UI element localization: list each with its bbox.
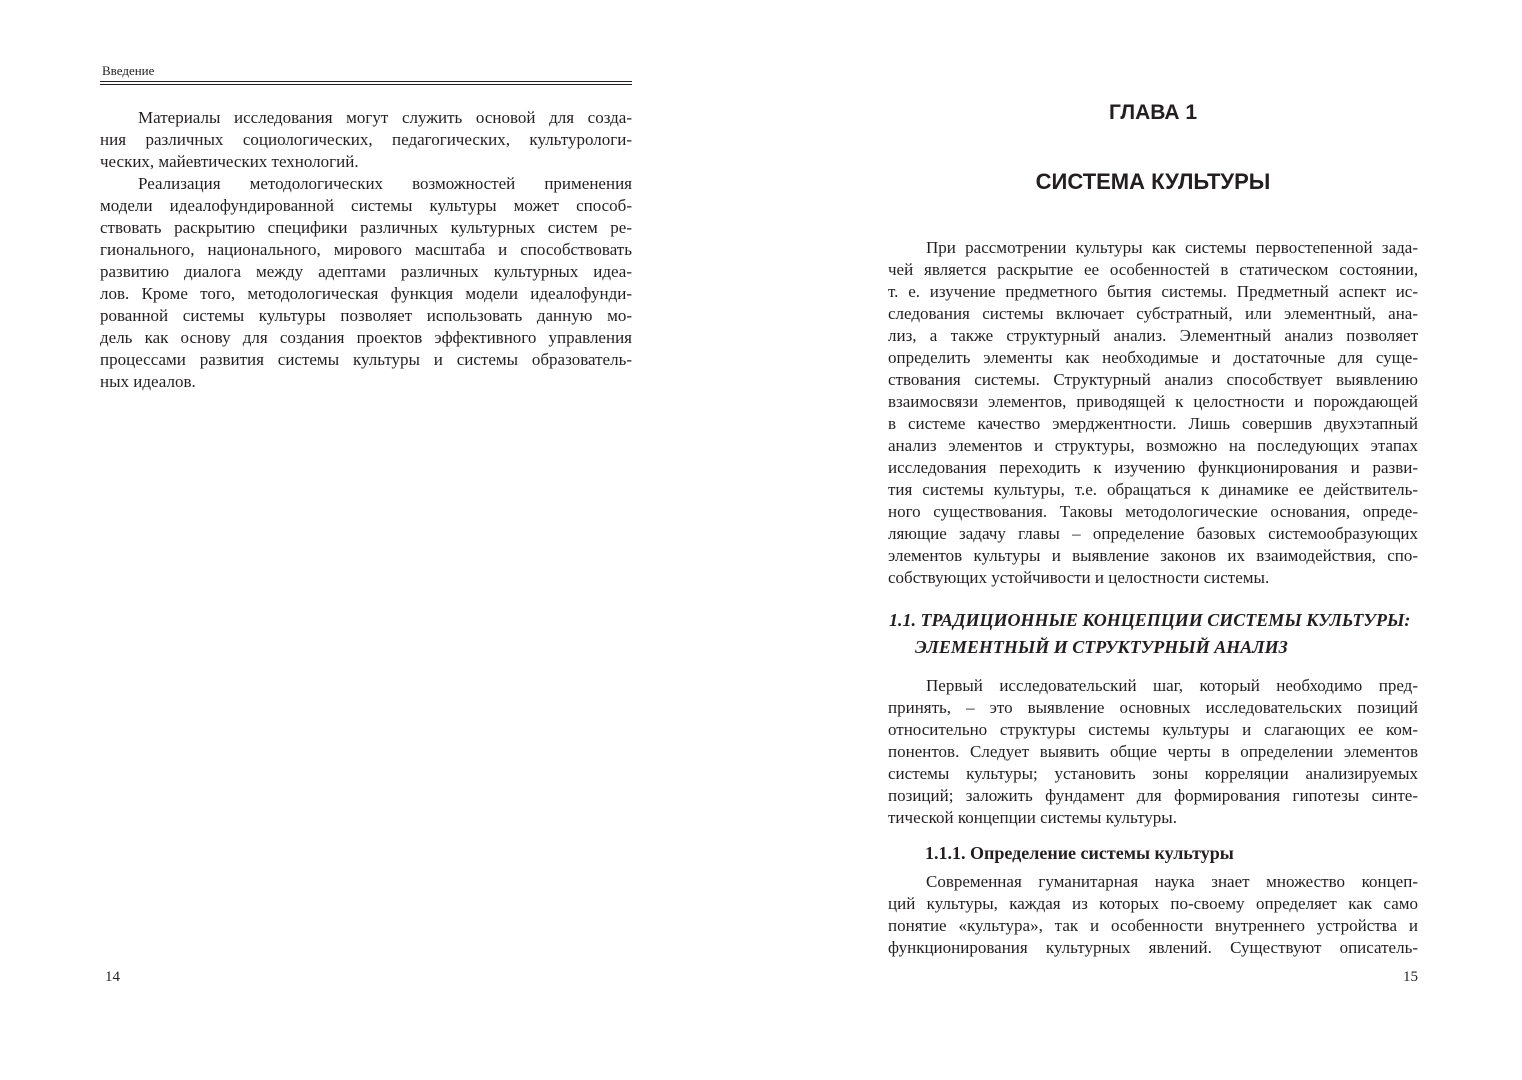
text-line: ных идеалов. [100,372,196,391]
text-line: т. е. изучение предметного бытия системы. Предметный аспект ис- [888,282,1418,301]
text-line: следования системы включает субстратный, или элементный, ана- [888,304,1418,323]
section-heading-line: ЭЛЕМЕНТНЫЙ И СТРУКТУРНЫЙ АНАЛИЗ [915,637,1288,657]
text-line: Первый исследовательский шаг, который необходимо пред- [926,676,1418,695]
text-line: ций культуры, каждая из которых по-своему определяет как само [888,894,1418,913]
paragraph [100,173,632,393]
text-line: принять, – это выявление основных исследовательских позиций [888,698,1418,717]
text-line: в системе качество эмерджентности. Лишь совершив двухэтапный [888,414,1418,433]
section-paragraph [888,675,1418,829]
page-number-left: 14 [105,969,120,985]
text-line: позиций; заложить фундамент для формирования гипотезы синте- [888,786,1418,805]
text-line: собствующих устойчивости и целостности системы. [888,568,1270,587]
text-line: лов. Кроме того, методологическая функция модели идеалофунди- [100,284,632,303]
text-line: элементов культуры и выявление законов их взаимодействия, спо- [888,546,1418,565]
chapter-label: ГЛАВА 1 [1108,101,1198,124]
text-line: тия системы культуры, т.е. обращаться к динамике ее действитель- [888,480,1418,499]
text-line: модели идеалофундированной системы культуры может способ- [100,196,632,215]
text-line: ляющие задачу главы – определение базовых системообразующих [888,524,1418,543]
intro-paragraph [888,237,1418,589]
subsection-paragraph [888,871,1418,959]
text-line: анализ элементов и структуры, возможно на последующих этапах [888,436,1418,455]
text-line: лиз, а также структурный анализ. Элементный анализ позволяет [888,326,1418,345]
text-line: тической концепции системы культуры. [888,808,1177,827]
text-line: развитию диалога между адептами различных культурных идеа- [100,262,632,281]
text-line: Реализация методологических возможностей применения [138,174,632,193]
text-line: относительно структуры системы культуры и слагающих ее ком- [888,720,1418,739]
running-header: Введение [102,63,155,78]
text-line: Материалы исследования могут служить основой для созда- [138,108,632,127]
text-line: ческих, майевтических технологий. [100,152,359,171]
text-line: При рассмотрении культуры как системы первостепенной зада- [926,238,1418,257]
chapter-title: СИСТЕМА КУЛЬТУРЫ [1035,169,1271,194]
subsection-heading: 1.1.1. Определение системы культуры [925,843,1234,863]
paragraph [100,107,632,173]
text-line: понятие «культура», так и особенности внутреннего устройства и [888,916,1418,935]
section-heading [889,607,1449,661]
text-line: процессами развития системы культуры и системы образователь- [100,350,632,369]
text-line: функционирования культурных явлений. Существуют описатель- [888,938,1418,957]
section-heading-line: 1.1. ТРАДИЦИОННЫЕ КОНЦЕПЦИИ СИСТЕМЫ КУЛЬТУРЫ: [889,610,1411,630]
text-line: взаимосвязи элементов, приводящей к целостности и порождающей [888,392,1418,411]
text-line: ния различных социологических, педагогических, культурологи- [100,130,632,149]
text-line: гионального, национального, мирового масштаба и способствовать [100,240,632,259]
left-page-body [100,107,632,393]
text-line: Современная гуманитарная наука знает множество концеп- [926,872,1418,891]
text-line: исследования переходить к изучению функционирования и разви- [888,458,1418,477]
text-line: понентов. Следует выявить общие черты в определении элементов [888,742,1418,761]
text-line: чей является раскрытие ее особенностей в статическом состоянии, [888,260,1418,279]
text-line: дель как основу для создания проектов эффективного управления [100,328,632,347]
text-line: системы культуры; установить зоны корреляции анализируемых [888,764,1418,783]
text-line: ствовать раскрытию специфики различных культурных систем ре- [100,218,632,237]
page-number-right: 15 [1403,969,1418,985]
header-rule [100,81,632,85]
text-line: определить элементы как необходимые и достаточные для суще- [888,348,1418,367]
text-line: ствования системы. Структурный анализ способствует выявлению [888,370,1418,389]
text-line: ного существования. Таковы методологические основания, опреде- [888,502,1418,521]
text-line: рованной системы культуры позволяет использовать данную мо- [100,306,632,325]
